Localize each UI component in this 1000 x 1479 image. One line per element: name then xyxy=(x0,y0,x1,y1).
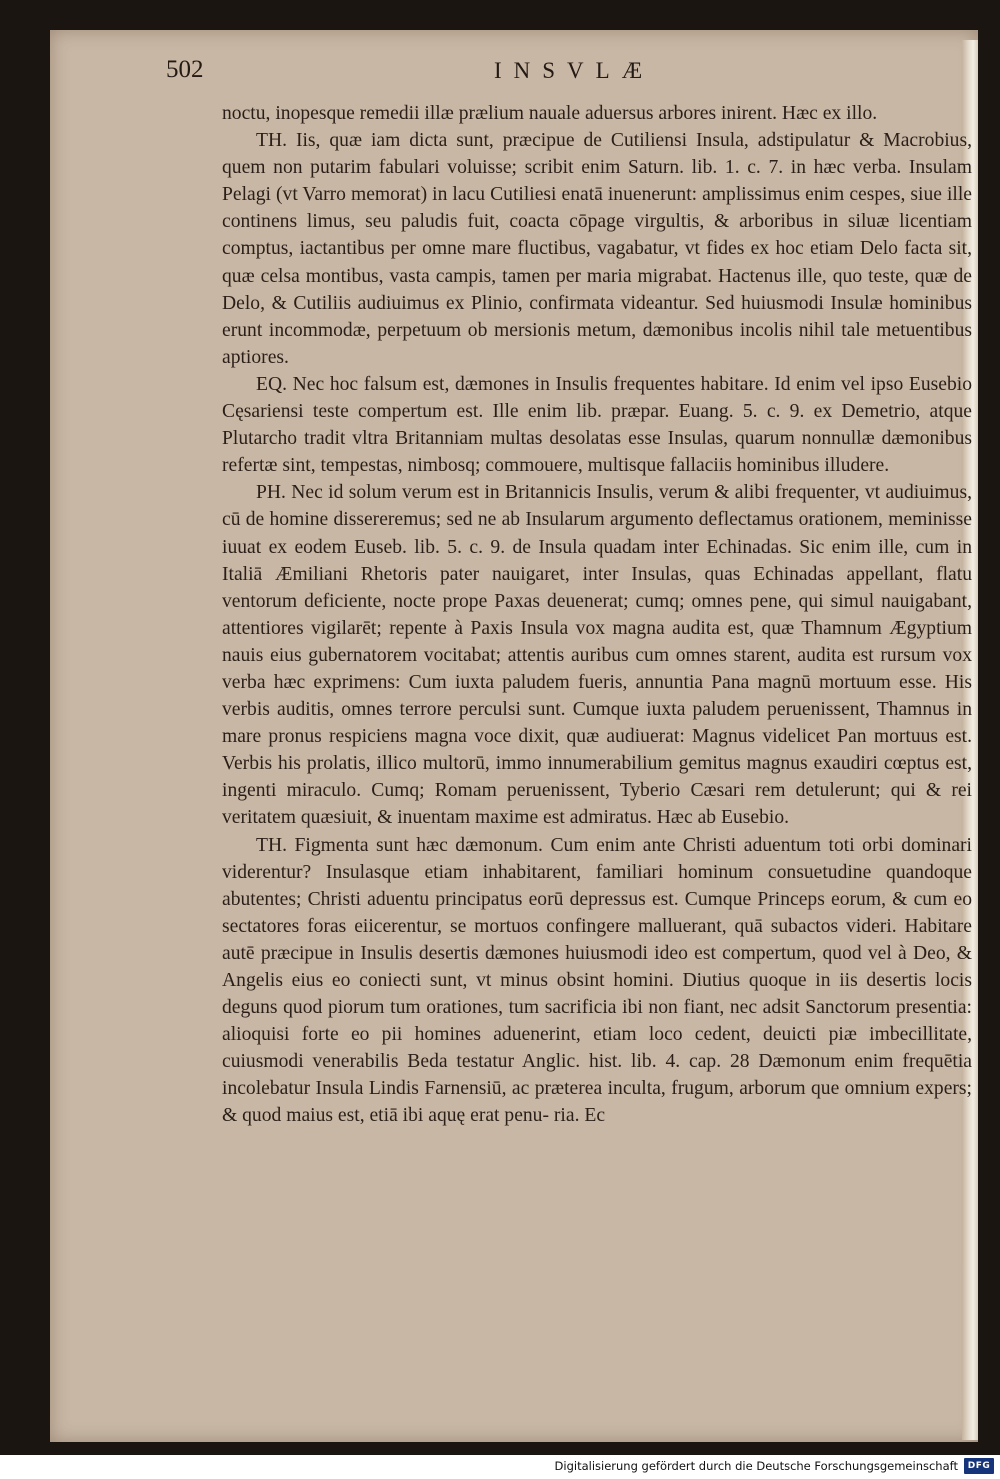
dfg-logo-text: DFG xyxy=(967,1461,991,1471)
body-text xyxy=(222,100,972,1130)
paragraph-continuation: noctu, inopesque remedii illæ prælium nauale aduersus arbores inirent. Hæc ex illo. xyxy=(222,103,878,124)
funding-credit: Digitalisierung gefördert durch die Deutsche Forschungsgemeinschaft xyxy=(554,1459,958,1473)
running-head: INSVLÆ xyxy=(494,58,655,83)
footer-bar xyxy=(0,1455,1000,1479)
page-number: 502 xyxy=(166,56,204,83)
paragraph-ph-echinades: PH. Nec id solum verum est in Britannicis Insulis, verum & alibi frequenter, vt audiuimus, cū de homine dissereremus; sed ne ab Insularum argumento deflectamus orationem, meminisse iuuat ex eodem Euseb. lib. 5. c. 9. de Insula quadam inter Echinadas. Sic enim ille, cum in Italiā Æmiliani Rhetoris pater nauigaret, inter Insulas, quas Echinadas appellant, flatu ventorum deficiente, nocte prope Paxas deuenerat; cumq; omnes pene, qui simul nauigabant, attentiores vigilarēt; repente à Paxis Insula vox magna audita est, quæ Thamnum Ægyptium nauis eius gubernatorem vocitabat; attentis auribus cum omnes starent, audita est rursum vox verba hæc exprimens: Cum iuxta paludem fueris, annuntia Pana magnū mortuum esse. His verbis auditis, omnes terrore perculsi sunt. Cumque iuxta paludem peruenissent, Thamnus in mare pronus respiciens magna voce dixit, quæ audiuerat: Magnus videlicet Pan mortuus est. Verbis his prolatis, illico multorū, immo innumerabilium gemitus magnus exaudiri cœptus est, ingenti miraculo. Cumq; Romam peruenissent, Tyberio Cæsari rem detulerunt; qui & rei veritatem quæsiuit, & inuentam maxime est admiratus. Hæc ab Eusebio. xyxy=(222,482,972,829)
dfg-logo xyxy=(964,1458,994,1474)
page-header xyxy=(166,52,976,92)
paragraph-th-figmenta: TH. Figmenta sunt hæc dæmonum. Cum enim ante Christi aduentum toti orbi dominari viderentur? Insulasque etiam inhabitarent, familiari hominum consuetudine quandoque abutentes; Christi aduentu principatus eorū depressus est. Cumque Princeps eorum, & cum eo sectatores foras eiicerentur, se mortuos confingere malluerant, quā subactos videri. Habitare autē præcipue in Insulis desertis dæmones huiusmodi ideo est compertum, quod vel à Deo, & Angelis eius eo coniecti sunt, vt minus obsint homini. Diutius quoque in iis desertis locis deguns quod piorum tum orationes, tum sacrificia ibi non fiant, nec adsit Sanctorum presentia: alioquisi forte eo pii homines aduenerint, etiam loco cedent, deuicti piæ imbecillitate, cuiusmodi venerabilis Beda testatur Anglic. hist. lib. 4. cap. 28 Dæmonum enim frequētia incolebatur Insula Lindis Farnensiū, ac præterea inculta, frugum, arborum que omnium expers; & quod maius est, etiā ibi aquę erat penu- ria. Ec xyxy=(222,834,972,1127)
paragraph-eq-eusebius: EQ. Nec hoc falsum est, dæmones in Insulis frequentes habitare. Id enim vel ipso Eusebio Cęsariensi teste compertum est. Ille enim lib. præpar. Euang. 5. c. 9. ex Demetrio, atque Plutarcho tradit vltra Britanniam multas desolatas esse Insulas, quarum nonnullæ dæmonibus refertæ sint, tempestas, nimbosq; commouere, multisque fallaciis hominibus illudere. xyxy=(222,373,972,477)
paragraph-th-macrobius: TH. Iis, quæ iam dicta sunt, præcipue de Cutiliensi Insula, adstipulatur & Macrobius, quem non putarim fabulari voluisse; scribit enim Saturn. lib. 1. c. 7. in hæc verba. Insulam Pelagi (vt Varro memorat) in lacu Cutiliesi enatā inuenerunt: amplissimus enim cespes, siue ille continens limus, seu paludis fuit, coacta cōpage virgultis, & arboribus in siluæ licentiam comptus, iactantibus per omne mare fluctibus, vagabatur, vt fides ex hoc etiam Delo facta sit, quæ celsa montibus, vasta campis, tamen per maria migrabat. Hactenus ille, quo teste, quæ de Delo, & Cutiliis audiuimus ex Plinio, confirmata videantur. Sed huiusmodi Insulæ hominibus erunt incommodæ, perpetuum ob mersionis metum, dæmonibus incolis nihil tale metuentibus aptiores. xyxy=(222,130,972,368)
